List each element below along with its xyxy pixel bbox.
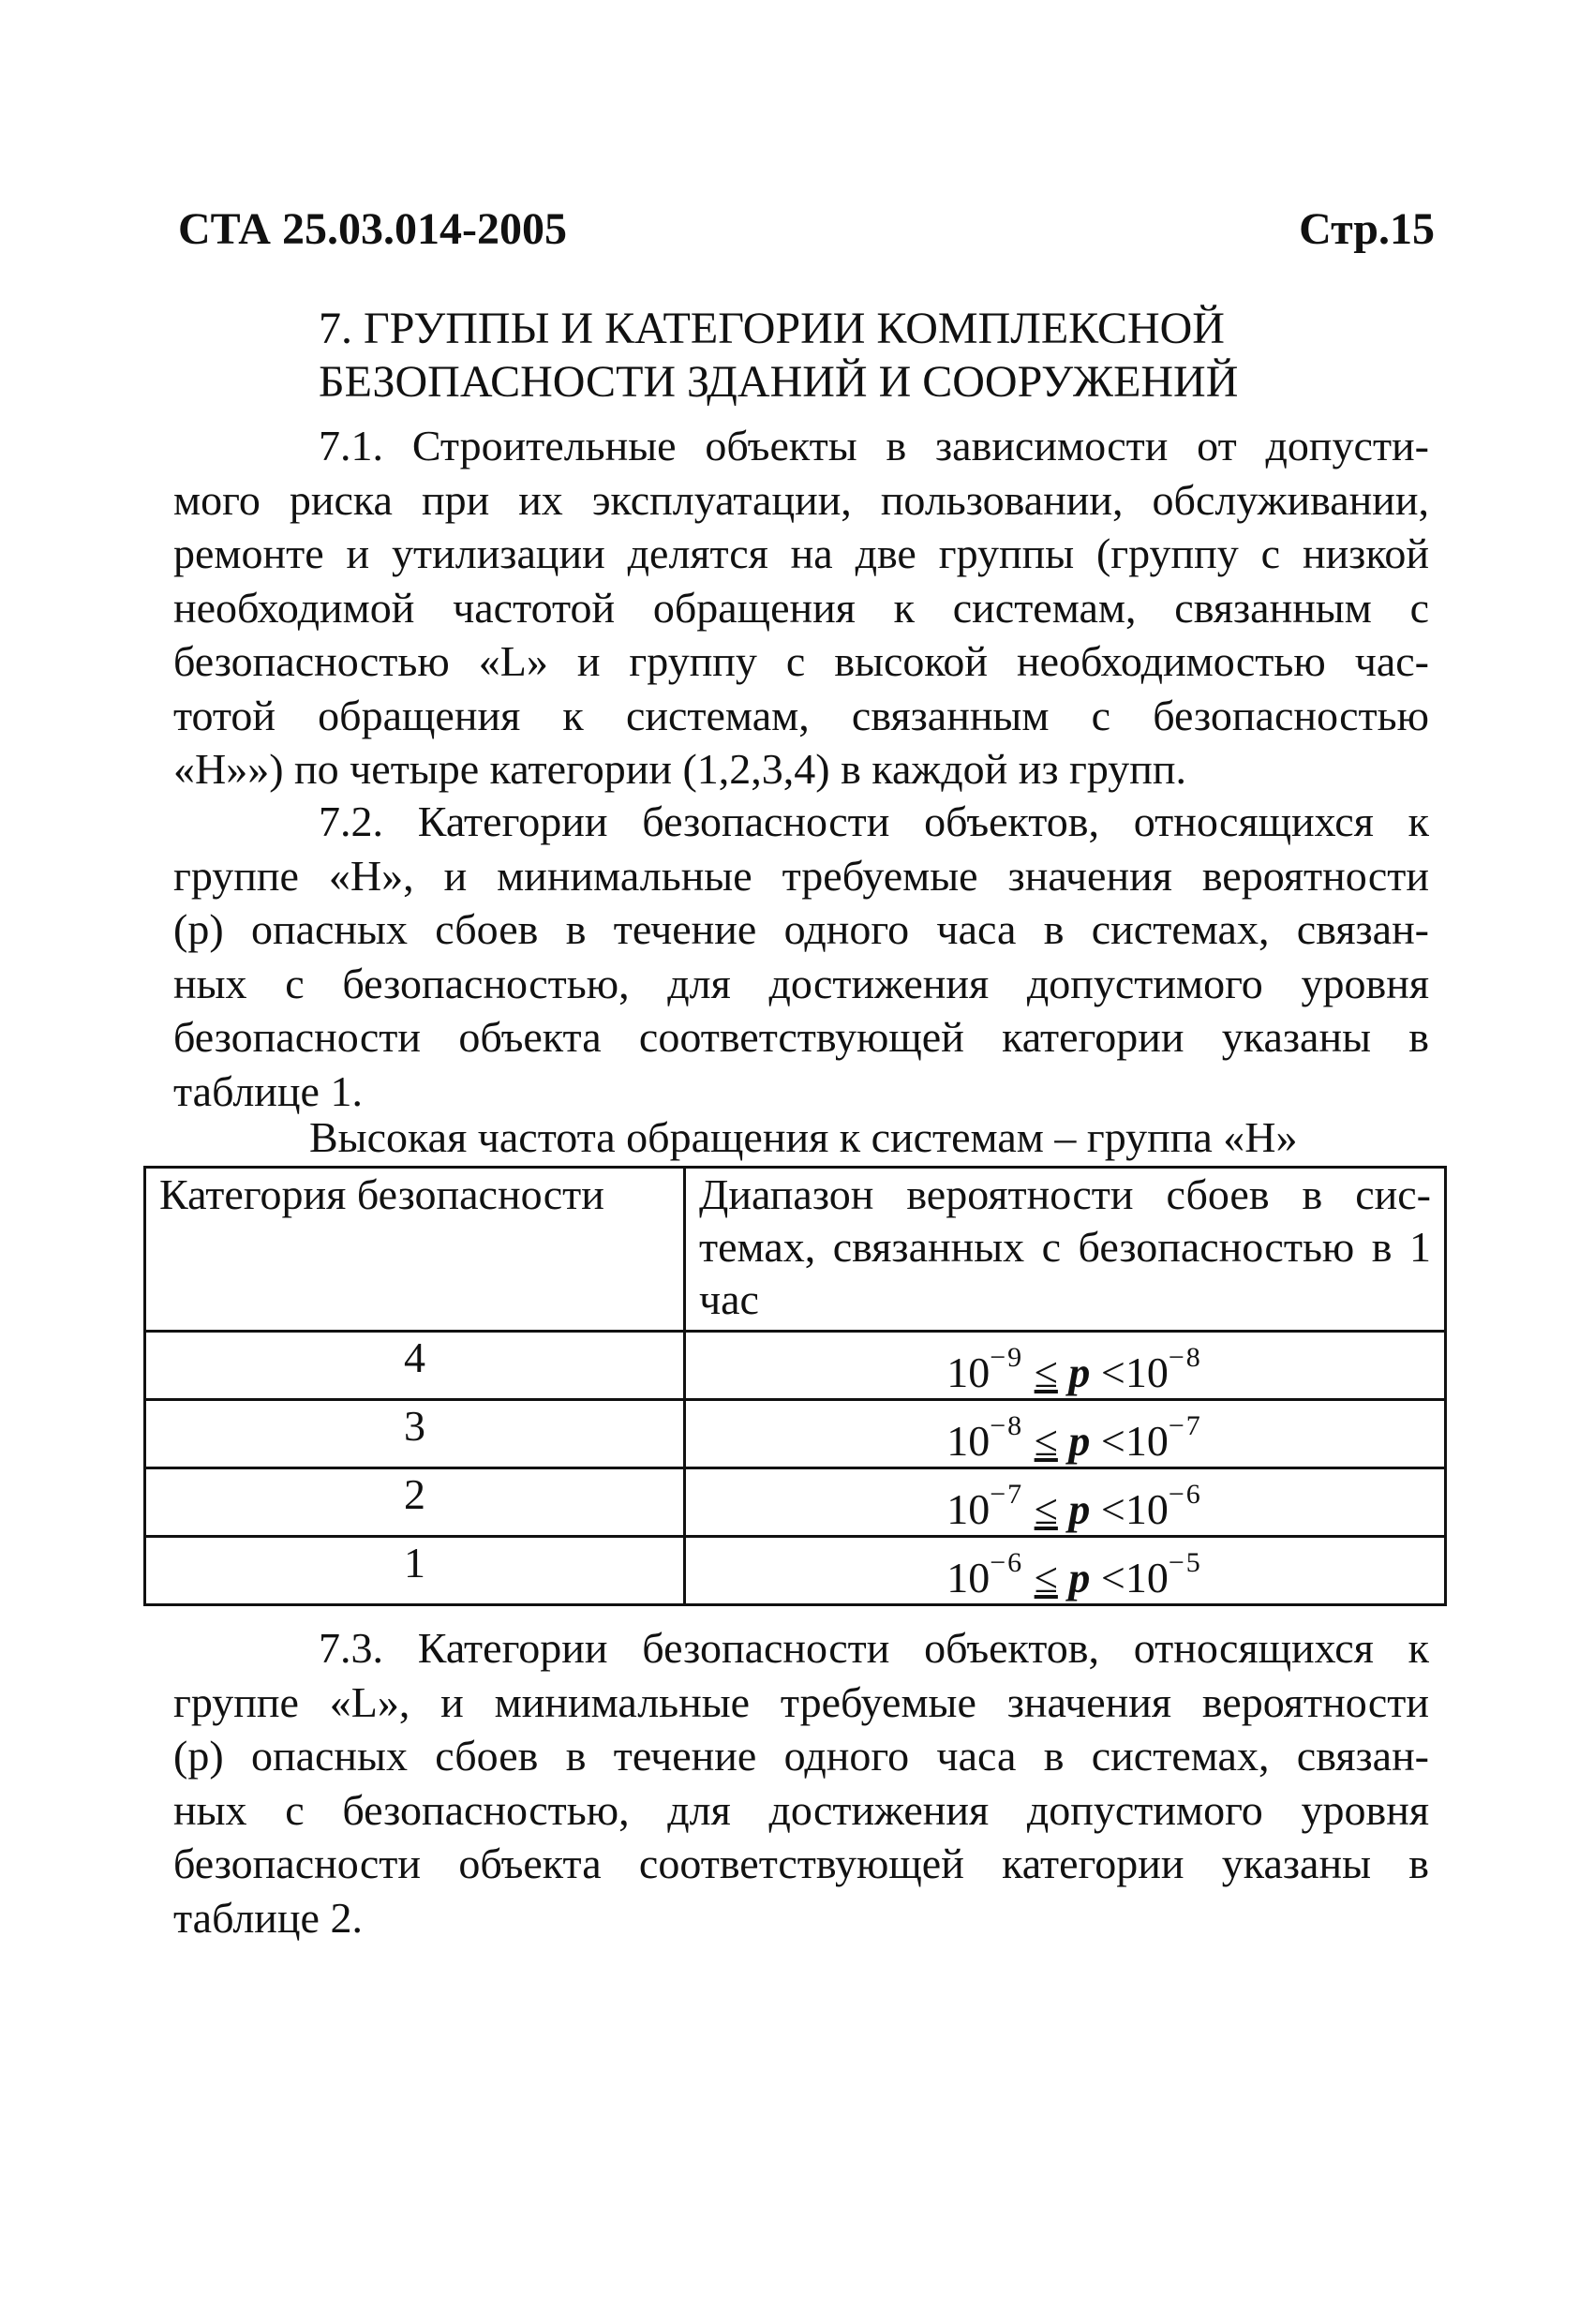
paragraph-7-2 bbox=[173, 795, 1429, 1118]
probability-range-cell bbox=[685, 1332, 1446, 1400]
paragraph-line: «Н»») по четыре категории (1,2,3,4) в каждой из групп. bbox=[173, 745, 1186, 793]
range-le-sign: ≤ bbox=[1034, 1417, 1058, 1465]
range-le-sign: ≤ bbox=[1034, 1348, 1058, 1396]
paragraph-line: тотой обращения к системам, связанным с безопасностью bbox=[173, 691, 1429, 739]
probability-range bbox=[928, 1469, 1202, 1535]
category-cell: 4 bbox=[145, 1332, 685, 1400]
paragraph-line: безопасностью «L» и группу с высокой необходимостью час- bbox=[173, 637, 1429, 685]
probability-range bbox=[928, 1333, 1202, 1398]
paragraph-line: безопасности объекта соответствующей категории указаны в bbox=[173, 1013, 1429, 1061]
page-header bbox=[178, 201, 1435, 267]
paragraph-7-3 bbox=[173, 1621, 1429, 1944]
table-header-row bbox=[145, 1168, 1446, 1332]
paragraph-line: группе «L», и минимальные требуемые значения вероятности bbox=[173, 1677, 1429, 1726]
range-low-exponent: −7 bbox=[990, 1479, 1024, 1510]
category-cell: 2 bbox=[145, 1468, 685, 1537]
range-lt-sign: < bbox=[1100, 1485, 1125, 1533]
range-high-exponent: −8 bbox=[1168, 1342, 1202, 1373]
page-number: Стр.15 bbox=[1299, 204, 1435, 254]
paragraph-line: мого риска при их эксплуатации, пользовании, обслуживании, bbox=[173, 475, 1429, 524]
range-variable: p bbox=[1068, 1485, 1091, 1533]
probability-range bbox=[928, 1538, 1202, 1603]
range-base: 10 bbox=[1125, 1417, 1169, 1465]
range-variable: p bbox=[1068, 1417, 1091, 1465]
range-base: 10 bbox=[1125, 1485, 1169, 1533]
column-header-category: Категория безопасности bbox=[145, 1168, 685, 1332]
table-row bbox=[145, 1332, 1446, 1400]
probability-range bbox=[928, 1401, 1202, 1467]
paragraph-line: 7.2. Категории безопасности объектов, относящихся к bbox=[319, 797, 1429, 845]
range-high-exponent: −5 bbox=[1168, 1547, 1202, 1578]
column-header-probability-range: Диапазон вероятности сбоев в сис-темах, связанных с безопасностью в 1 час bbox=[685, 1168, 1446, 1332]
range-le-sign: ≤ bbox=[1034, 1554, 1058, 1601]
range-lt-sign: < bbox=[1100, 1554, 1125, 1601]
category-cell: 1 bbox=[145, 1537, 685, 1605]
paragraph-line: ных с безопасностью, для достижения допустимого уровня bbox=[173, 959, 1429, 1007]
range-base: 10 bbox=[946, 1417, 991, 1465]
range-variable: p bbox=[1068, 1348, 1091, 1396]
range-base: 10 bbox=[946, 1485, 991, 1533]
table-row bbox=[145, 1468, 1446, 1537]
paragraph-line: ных с безопасностью, для достижения допустимого уровня bbox=[173, 1785, 1429, 1834]
paragraph-line: 7.3. Категории безопасности объектов, относящихся к bbox=[319, 1624, 1429, 1672]
range-low-exponent: −6 bbox=[990, 1547, 1024, 1578]
range-le-sign: ≤ bbox=[1034, 1485, 1058, 1533]
range-high-exponent: −7 bbox=[1168, 1410, 1202, 1441]
range-base: 10 bbox=[946, 1348, 991, 1396]
paragraph-line: таблице 1. bbox=[173, 1066, 363, 1115]
paragraph-line: (р) опасных сбоев в течение одного часа в системах, связан- bbox=[173, 905, 1429, 953]
paragraph-7-1 bbox=[173, 419, 1429, 797]
range-base: 10 bbox=[1125, 1554, 1169, 1601]
paragraph-line: безопасности объекта соответствующей категории указаны в bbox=[173, 1840, 1429, 1887]
paragraph-line: (р) опасных сбоев в течение одного часа в системах, связан- bbox=[173, 1732, 1429, 1780]
range-base: 10 bbox=[1125, 1348, 1169, 1396]
safety-category-table bbox=[143, 1166, 1447, 1606]
table-row bbox=[145, 1400, 1446, 1468]
range-low-exponent: −8 bbox=[990, 1410, 1024, 1441]
range-high-exponent: −6 bbox=[1168, 1479, 1202, 1510]
section-title-line: БЕЗОПАСНОСТИ ЗДАНИЙ И СООРУЖЕНИЙ bbox=[319, 357, 1239, 407]
range-variable: p bbox=[1068, 1554, 1091, 1601]
probability-range-cell bbox=[685, 1400, 1446, 1468]
table-caption: Высокая частота обращения к системам – группа «Н» bbox=[309, 1113, 1298, 1161]
paragraph-line: необходимой частотой обращения к системам, связанным с bbox=[173, 583, 1429, 632]
range-base: 10 bbox=[946, 1554, 991, 1601]
paragraph-line: ремонте и утилизации делятся на две группы (группу с низкой bbox=[173, 529, 1429, 577]
section-title-line: 7. ГРУППЫ И КАТЕГОРИИ КОМПЛЕКСНОЙ bbox=[319, 304, 1225, 353]
section-title bbox=[319, 302, 1303, 409]
probability-range-cell bbox=[685, 1537, 1446, 1605]
probability-range-cell bbox=[685, 1468, 1446, 1537]
paragraph-line: 7.1. Строительные объекты в зависимости от допусти- bbox=[319, 422, 1429, 469]
document-code: СТА 25.03.014-2005 bbox=[178, 204, 567, 254]
paragraph-line: таблице 2. bbox=[173, 1893, 363, 1942]
table-row bbox=[145, 1537, 1446, 1605]
range-low-exponent: −9 bbox=[990, 1342, 1024, 1373]
range-lt-sign: < bbox=[1100, 1348, 1125, 1396]
category-cell: 3 bbox=[145, 1400, 685, 1468]
range-lt-sign: < bbox=[1100, 1417, 1125, 1465]
paragraph-line: группе «Н», и минимальные требуемые значения вероятности bbox=[173, 851, 1429, 900]
